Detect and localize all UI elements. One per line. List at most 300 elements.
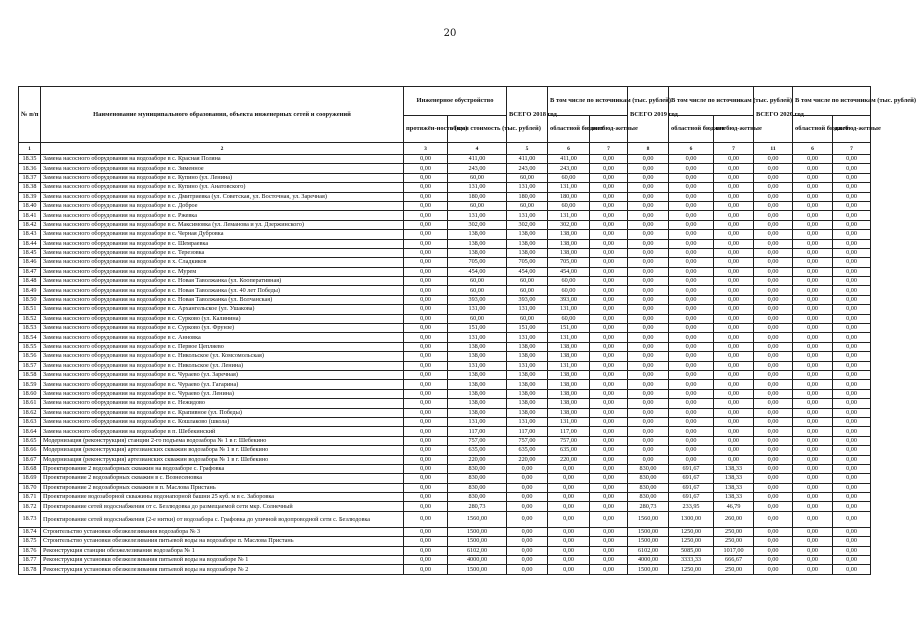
value-cell: 0,00 bbox=[590, 537, 628, 546]
value-cell: 0,00 bbox=[548, 556, 590, 565]
value-cell: 180,00 bbox=[548, 192, 590, 201]
value-cell: 691,67 bbox=[669, 493, 714, 502]
object-name-cell: Проектирование сетей водоснабжения от с. Безлюдовка до размещаемой сети мкр. Солнечный bbox=[41, 502, 404, 511]
value-cell: 0,00 bbox=[754, 333, 793, 342]
value-cell: 0,00 bbox=[833, 380, 871, 389]
value-cell: 0,00 bbox=[833, 314, 871, 323]
value-cell: 0,00 bbox=[833, 342, 871, 351]
value-cell: 0,00 bbox=[507, 464, 548, 473]
value-cell: 131,00 bbox=[548, 361, 590, 370]
row-number-cell: 18.47 bbox=[19, 267, 41, 276]
row-number-cell: 18.44 bbox=[19, 239, 41, 248]
value-cell: 131,00 bbox=[507, 361, 548, 370]
value-cell: 0,00 bbox=[754, 314, 793, 323]
column-number: 6 bbox=[548, 143, 590, 155]
value-cell: 138,00 bbox=[507, 239, 548, 248]
value-cell: 0,00 bbox=[590, 220, 628, 229]
table-header bbox=[19, 87, 916, 155]
header-extra-2018: внебюд-жетные bbox=[590, 116, 628, 143]
value-cell: 0,00 bbox=[404, 427, 448, 436]
value-cell: 0,00 bbox=[793, 324, 833, 333]
value-cell: 0,00 bbox=[669, 201, 714, 210]
value-cell: 0,00 bbox=[628, 267, 669, 276]
value-cell: 138,00 bbox=[448, 408, 507, 417]
value-cell: 60,00 bbox=[507, 173, 548, 182]
value-cell: 0,00 bbox=[754, 267, 793, 276]
header-sources-2018: В том числе по источникам (тыс. рублей) bbox=[548, 87, 628, 116]
value-cell: 138,00 bbox=[548, 352, 590, 361]
value-cell: 0,00 bbox=[714, 333, 754, 342]
object-name-cell: Замена насосного оборудования на водозаборе в с. Красная Поляна bbox=[41, 155, 404, 164]
value-cell: 0,00 bbox=[833, 164, 871, 173]
value-cell: 0,00 bbox=[793, 295, 833, 304]
object-name-cell: Проектирование 2 водозаборных скважин в с. Вознесеновка bbox=[41, 474, 404, 483]
value-cell: 705,00 bbox=[548, 258, 590, 267]
row-number-cell: 18.50 bbox=[19, 295, 41, 304]
value-cell: 0,00 bbox=[628, 295, 669, 304]
value-cell: 0,00 bbox=[793, 565, 833, 574]
value-cell: 0,00 bbox=[628, 333, 669, 342]
value-cell: 0,00 bbox=[404, 258, 448, 267]
table-row bbox=[19, 183, 871, 192]
table-row bbox=[19, 305, 871, 314]
value-cell: 60,00 bbox=[448, 314, 507, 323]
value-cell: 0,00 bbox=[404, 389, 448, 398]
value-cell: 0,00 bbox=[669, 361, 714, 370]
value-cell: 0,00 bbox=[754, 370, 793, 379]
column-number-row bbox=[19, 143, 871, 155]
row-number-cell: 18.61 bbox=[19, 399, 41, 408]
value-cell: 0,00 bbox=[833, 483, 871, 492]
value-cell: 0,00 bbox=[669, 417, 714, 426]
value-cell: 0,00 bbox=[833, 333, 871, 342]
object-name-cell: Замена насосного оборудования на водозаборе в с. Сурково (ул. Калинина) bbox=[41, 314, 404, 323]
value-cell: 0,00 bbox=[507, 502, 548, 511]
value-cell: 0,00 bbox=[793, 352, 833, 361]
value-cell: 0,00 bbox=[754, 258, 793, 267]
infrastructure-table bbox=[18, 86, 916, 575]
value-cell: 830,00 bbox=[448, 464, 507, 473]
value-cell: 131,00 bbox=[448, 333, 507, 342]
value-cell: 60,00 bbox=[548, 277, 590, 286]
value-cell: 0,00 bbox=[669, 155, 714, 164]
value-cell: 0,00 bbox=[754, 248, 793, 257]
column-number: 7 bbox=[833, 143, 871, 155]
value-cell: 0,00 bbox=[714, 324, 754, 333]
value-cell: 0,00 bbox=[833, 230, 871, 239]
value-cell: 0,00 bbox=[754, 286, 793, 295]
value-cell: 0,00 bbox=[669, 286, 714, 295]
object-name-cell: Замена насосного оборудования на водозаборе в с. Терезовка bbox=[41, 248, 404, 257]
value-cell: 138,00 bbox=[548, 230, 590, 239]
value-cell: 0,00 bbox=[669, 305, 714, 314]
row-number-cell: 18.55 bbox=[19, 342, 41, 351]
value-cell: 131,00 bbox=[548, 211, 590, 220]
value-cell: 0,00 bbox=[669, 248, 714, 257]
value-cell: 60,00 bbox=[507, 201, 548, 210]
value-cell: 0,00 bbox=[793, 258, 833, 267]
value-cell: 830,00 bbox=[628, 493, 669, 502]
object-name-cell: Модернизация (реконструкция) станции 2-го подъема водозабора № 1 в г. Шебекино bbox=[41, 436, 404, 445]
row-number-cell: 18.67 bbox=[19, 455, 41, 464]
value-cell: 0,00 bbox=[404, 565, 448, 574]
row-number-cell: 18.73 bbox=[19, 511, 41, 527]
value-cell: 0,00 bbox=[714, 239, 754, 248]
table-row bbox=[19, 211, 871, 220]
object-name-cell: Проектирование водозаборной скважины водонапорной башни 25 куб. м в с. Заборовка bbox=[41, 493, 404, 502]
value-cell: 0,00 bbox=[669, 408, 714, 417]
value-cell: 0,00 bbox=[590, 333, 628, 342]
table-row bbox=[19, 527, 871, 536]
value-cell: 5085,00 bbox=[669, 546, 714, 555]
value-cell: 0,00 bbox=[793, 483, 833, 492]
table-row bbox=[19, 389, 871, 398]
value-cell: 0,00 bbox=[590, 230, 628, 239]
value-cell: 0,00 bbox=[590, 464, 628, 473]
table-row bbox=[19, 380, 871, 389]
value-cell: 0,00 bbox=[793, 314, 833, 323]
value-cell: 0,00 bbox=[548, 546, 590, 555]
table-row bbox=[19, 277, 871, 286]
value-cell: 0,00 bbox=[714, 446, 754, 455]
value-cell: 411,00 bbox=[507, 155, 548, 164]
value-cell: 131,00 bbox=[548, 333, 590, 342]
row-number-cell: 18.40 bbox=[19, 201, 41, 210]
value-cell: 0,00 bbox=[507, 483, 548, 492]
value-cell: 0,00 bbox=[754, 399, 793, 408]
value-cell: 131,00 bbox=[507, 211, 548, 220]
value-cell: 243,00 bbox=[548, 164, 590, 173]
row-number-cell: 18.54 bbox=[19, 333, 41, 342]
value-cell: 138,00 bbox=[448, 389, 507, 398]
value-cell: 151,00 bbox=[507, 324, 548, 333]
value-cell: 0,00 bbox=[590, 556, 628, 565]
value-cell: 0,00 bbox=[669, 239, 714, 248]
value-cell: 830,00 bbox=[628, 483, 669, 492]
value-cell: 0,00 bbox=[793, 427, 833, 436]
object-name-cell: Замена насосного оборудования на водозаборе в с. Дмитриевка (ул. Советская, ул. Восточная, ул. Заречная) bbox=[41, 192, 404, 201]
value-cell: 0,00 bbox=[590, 474, 628, 483]
value-cell: 0,00 bbox=[404, 361, 448, 370]
value-cell: 0,00 bbox=[669, 267, 714, 276]
table-row bbox=[19, 342, 871, 351]
value-cell: 0,00 bbox=[833, 474, 871, 483]
value-cell: 0,00 bbox=[628, 324, 669, 333]
row-number-cell: 18.77 bbox=[19, 556, 41, 565]
value-cell: 0,00 bbox=[754, 220, 793, 229]
value-cell: 0,00 bbox=[833, 427, 871, 436]
row-number-cell: 18.60 bbox=[19, 389, 41, 398]
value-cell: 0,00 bbox=[590, 277, 628, 286]
column-number: 7 bbox=[590, 143, 628, 155]
value-cell: 0,00 bbox=[404, 277, 448, 286]
value-cell: 280,73 bbox=[448, 502, 507, 511]
object-name-cell: Замена насосного оборудования на водозаборе в с. Первое Цепляево bbox=[41, 342, 404, 351]
value-cell: 0,00 bbox=[628, 305, 669, 314]
value-cell: 0,00 bbox=[754, 277, 793, 286]
value-cell: 138,00 bbox=[548, 239, 590, 248]
table-row bbox=[19, 493, 871, 502]
value-cell: 0,00 bbox=[548, 527, 590, 536]
value-cell: 0,00 bbox=[669, 455, 714, 464]
value-cell: 0,00 bbox=[833, 192, 871, 201]
value-cell: 0,00 bbox=[793, 333, 833, 342]
value-cell: 250,00 bbox=[714, 565, 754, 574]
table-row bbox=[19, 239, 871, 248]
object-name-cell: Реконструкция установки обезжелезивания питьевой воды на водозаборе № 1 bbox=[41, 556, 404, 565]
object-name-cell: Замена насосного оборудования на водозаборе в с. Черная Дубровка bbox=[41, 230, 404, 239]
value-cell: 0,00 bbox=[833, 493, 871, 502]
table-row bbox=[19, 408, 871, 417]
value-cell: 180,00 bbox=[507, 192, 548, 201]
value-cell: 180,00 bbox=[448, 192, 507, 201]
value-cell: 138,00 bbox=[448, 380, 507, 389]
value-cell: 0,00 bbox=[590, 258, 628, 267]
value-cell: 138,00 bbox=[507, 399, 548, 408]
value-cell: 393,00 bbox=[548, 295, 590, 304]
value-cell: 0,00 bbox=[793, 155, 833, 164]
value-cell: 0,00 bbox=[793, 446, 833, 455]
value-cell: 0,00 bbox=[590, 546, 628, 555]
value-cell: 250,00 bbox=[714, 537, 754, 546]
value-cell: 243,00 bbox=[507, 164, 548, 173]
value-cell: 0,00 bbox=[754, 546, 793, 555]
page-number: 20 bbox=[443, 28, 457, 39]
object-name-cell: Замена насосного оборудования на водозаборе в с. Доброе bbox=[41, 201, 404, 210]
value-cell: 830,00 bbox=[448, 474, 507, 483]
value-cell: 0,00 bbox=[793, 493, 833, 502]
value-cell: 0,00 bbox=[793, 164, 833, 173]
value-cell: 0,00 bbox=[590, 483, 628, 492]
value-cell: 411,00 bbox=[548, 155, 590, 164]
value-cell: 243,00 bbox=[448, 164, 507, 173]
value-cell: 0,00 bbox=[754, 511, 793, 527]
value-cell: 0,00 bbox=[590, 314, 628, 323]
value-cell: 138,00 bbox=[548, 248, 590, 257]
value-cell: 138,33 bbox=[714, 474, 754, 483]
value-cell: 280,73 bbox=[628, 502, 669, 511]
value-cell: 0,00 bbox=[669, 314, 714, 323]
value-cell: 0,00 bbox=[714, 361, 754, 370]
value-cell: 302,00 bbox=[548, 220, 590, 229]
value-cell: 60,00 bbox=[548, 286, 590, 295]
value-cell: 0,00 bbox=[628, 183, 669, 192]
value-cell: 131,00 bbox=[448, 417, 507, 426]
value-cell: 691,67 bbox=[669, 474, 714, 483]
value-cell: 0,00 bbox=[628, 220, 669, 229]
object-name-cell: Замена насосного оборудования на водозаборе в с. Нежидово bbox=[41, 399, 404, 408]
value-cell: 0,00 bbox=[833, 537, 871, 546]
row-number-cell: 18.57 bbox=[19, 361, 41, 370]
table-row bbox=[19, 361, 871, 370]
column-number: 6 bbox=[669, 143, 714, 155]
value-cell: 0,00 bbox=[669, 173, 714, 182]
row-number-cell: 18.59 bbox=[19, 380, 41, 389]
value-cell: 691,67 bbox=[669, 483, 714, 492]
value-cell: 0,00 bbox=[404, 446, 448, 455]
value-cell: 0,00 bbox=[669, 352, 714, 361]
table-row bbox=[19, 173, 871, 182]
value-cell: 0,00 bbox=[754, 389, 793, 398]
value-cell: 0,00 bbox=[793, 361, 833, 370]
value-cell: 0,00 bbox=[404, 155, 448, 164]
object-name-cell: Замена насосного оборудования на водозаборе в с. Новая Таволжанка (ул. Кооперативная) bbox=[41, 277, 404, 286]
value-cell: 0,00 bbox=[754, 361, 793, 370]
value-cell: 705,00 bbox=[448, 258, 507, 267]
value-cell: 0,00 bbox=[590, 305, 628, 314]
table-row bbox=[19, 446, 871, 455]
value-cell: 0,00 bbox=[669, 183, 714, 192]
value-cell: 0,00 bbox=[628, 370, 669, 379]
value-cell: 138,00 bbox=[448, 370, 507, 379]
object-name-cell: Проектирование 2 водозаборных скважин в п. Маслова Пристань bbox=[41, 483, 404, 492]
value-cell: 0,00 bbox=[833, 324, 871, 333]
value-cell: 0,00 bbox=[793, 399, 833, 408]
object-name-cell: Замена насосного оборудования на водозаборе в п. Шебекинский bbox=[41, 427, 404, 436]
value-cell: 830,00 bbox=[628, 464, 669, 473]
value-cell: 0,00 bbox=[590, 183, 628, 192]
value-cell: 151,00 bbox=[448, 324, 507, 333]
value-cell: 757,00 bbox=[507, 436, 548, 445]
row-number-cell: 18.51 bbox=[19, 305, 41, 314]
header-row-number: № п/п bbox=[19, 87, 41, 143]
value-cell: 666,67 bbox=[714, 556, 754, 565]
value-cell: 0,00 bbox=[793, 267, 833, 276]
value-cell: 635,00 bbox=[448, 446, 507, 455]
value-cell: 1017,00 bbox=[714, 546, 754, 555]
value-cell: 0,00 bbox=[754, 455, 793, 464]
value-cell: 0,00 bbox=[714, 173, 754, 182]
value-cell: 0,00 bbox=[714, 248, 754, 257]
value-cell: 0,00 bbox=[628, 380, 669, 389]
value-cell: 0,00 bbox=[669, 211, 714, 220]
value-cell: 0,00 bbox=[404, 546, 448, 555]
value-cell: 0,00 bbox=[548, 537, 590, 546]
value-cell: 0,00 bbox=[714, 267, 754, 276]
value-cell: 0,00 bbox=[793, 408, 833, 417]
value-cell: 0,00 bbox=[590, 527, 628, 536]
value-cell: 0,00 bbox=[833, 295, 871, 304]
value-cell: 0,00 bbox=[404, 370, 448, 379]
value-cell: 0,00 bbox=[754, 342, 793, 351]
value-cell: 0,00 bbox=[628, 352, 669, 361]
value-cell: 0,00 bbox=[590, 408, 628, 417]
value-cell: 131,00 bbox=[448, 361, 507, 370]
value-cell: 0,00 bbox=[590, 295, 628, 304]
value-cell: 0,00 bbox=[754, 427, 793, 436]
value-cell: 0,00 bbox=[548, 474, 590, 483]
value-cell: 393,00 bbox=[448, 295, 507, 304]
value-cell: 0,00 bbox=[628, 211, 669, 220]
value-cell: 393,00 bbox=[507, 295, 548, 304]
value-cell: 0,00 bbox=[833, 565, 871, 574]
value-cell: 0,00 bbox=[628, 286, 669, 295]
row-number-cell: 18.35 bbox=[19, 155, 41, 164]
value-cell: 0,00 bbox=[404, 511, 448, 527]
value-cell: 0,00 bbox=[793, 192, 833, 201]
value-cell: 4000,00 bbox=[628, 556, 669, 565]
row-number-cell: 18.63 bbox=[19, 417, 41, 426]
value-cell: 0,00 bbox=[833, 286, 871, 295]
table-row bbox=[19, 324, 871, 333]
value-cell: 0,00 bbox=[590, 370, 628, 379]
value-cell: 0,00 bbox=[714, 201, 754, 210]
value-cell: 0,00 bbox=[793, 502, 833, 511]
value-cell: 0,00 bbox=[404, 211, 448, 220]
value-cell: 220,00 bbox=[448, 455, 507, 464]
value-cell: 138,33 bbox=[714, 493, 754, 502]
value-cell: 6102,00 bbox=[448, 546, 507, 555]
value-cell: 0,00 bbox=[669, 277, 714, 286]
row-number-cell: 18.68 bbox=[19, 464, 41, 473]
value-cell: 691,67 bbox=[669, 464, 714, 473]
table-row bbox=[19, 333, 871, 342]
value-cell: 411,00 bbox=[448, 155, 507, 164]
value-cell: 0,00 bbox=[404, 183, 448, 192]
value-cell: 0,00 bbox=[669, 220, 714, 229]
value-cell: 0,00 bbox=[548, 483, 590, 492]
table-row bbox=[19, 464, 871, 473]
value-cell: 0,00 bbox=[714, 164, 754, 173]
table-row bbox=[19, 537, 871, 546]
object-name-cell: Реконструкция станции обезжелезивания водозабора № 1 bbox=[41, 546, 404, 555]
value-cell: 0,00 bbox=[754, 493, 793, 502]
value-cell: 0,00 bbox=[833, 267, 871, 276]
object-name-cell: Реконструкция установки обезжелезивания питьевой воды на водозаборе № 2 bbox=[41, 565, 404, 574]
object-name-cell: Замена насосного оборудования на водозаборе в с. Крапивное (ул. Победы) bbox=[41, 408, 404, 417]
value-cell: 0,00 bbox=[793, 342, 833, 351]
value-cell: 0,00 bbox=[793, 417, 833, 426]
value-cell: 0,00 bbox=[714, 408, 754, 417]
value-cell: 0,00 bbox=[590, 267, 628, 276]
value-cell: 1500,00 bbox=[628, 537, 669, 546]
object-name-cell: Замена насосного оборудования на водозаборе в с. Шемраевка bbox=[41, 239, 404, 248]
value-cell: 0,00 bbox=[404, 342, 448, 351]
value-cell: 0,00 bbox=[507, 527, 548, 536]
value-cell: 0,00 bbox=[833, 389, 871, 398]
value-cell: 0,00 bbox=[669, 380, 714, 389]
value-cell: 0,00 bbox=[793, 464, 833, 473]
value-cell: 0,00 bbox=[628, 192, 669, 201]
row-number-cell: 18.36 bbox=[19, 164, 41, 173]
value-cell: 60,00 bbox=[548, 173, 590, 182]
header-total-2019: ВСЕГО 2019 год bbox=[628, 87, 669, 143]
row-number-cell: 18.64 bbox=[19, 427, 41, 436]
object-name-cell: Замена насосного оборудования на водозаборе в с. Новая Таволжанка (ул. 40 лет Победы) bbox=[41, 286, 404, 295]
header-cost: общая стоимость (тыс. рублей) bbox=[448, 116, 507, 143]
value-cell: 0,00 bbox=[714, 380, 754, 389]
column-number: 5 bbox=[507, 143, 548, 155]
value-cell: 0,00 bbox=[714, 342, 754, 351]
value-cell: 0,00 bbox=[714, 220, 754, 229]
value-cell: 1500,00 bbox=[628, 527, 669, 536]
value-cell: 60,00 bbox=[548, 201, 590, 210]
value-cell: 0,00 bbox=[754, 483, 793, 492]
value-cell: 250,00 bbox=[714, 527, 754, 536]
value-cell: 0,00 bbox=[628, 314, 669, 323]
value-cell: 0,00 bbox=[628, 277, 669, 286]
value-cell: 0,00 bbox=[628, 239, 669, 248]
value-cell: 1500,00 bbox=[448, 565, 507, 574]
value-cell: 0,00 bbox=[714, 436, 754, 445]
row-number-cell: 18.76 bbox=[19, 546, 41, 555]
value-cell: 830,00 bbox=[448, 493, 507, 502]
value-cell: 0,00 bbox=[833, 546, 871, 555]
table-row bbox=[19, 192, 871, 201]
value-cell: 0,00 bbox=[833, 464, 871, 473]
column-number: 3 bbox=[404, 143, 448, 155]
value-cell: 0,00 bbox=[669, 258, 714, 267]
